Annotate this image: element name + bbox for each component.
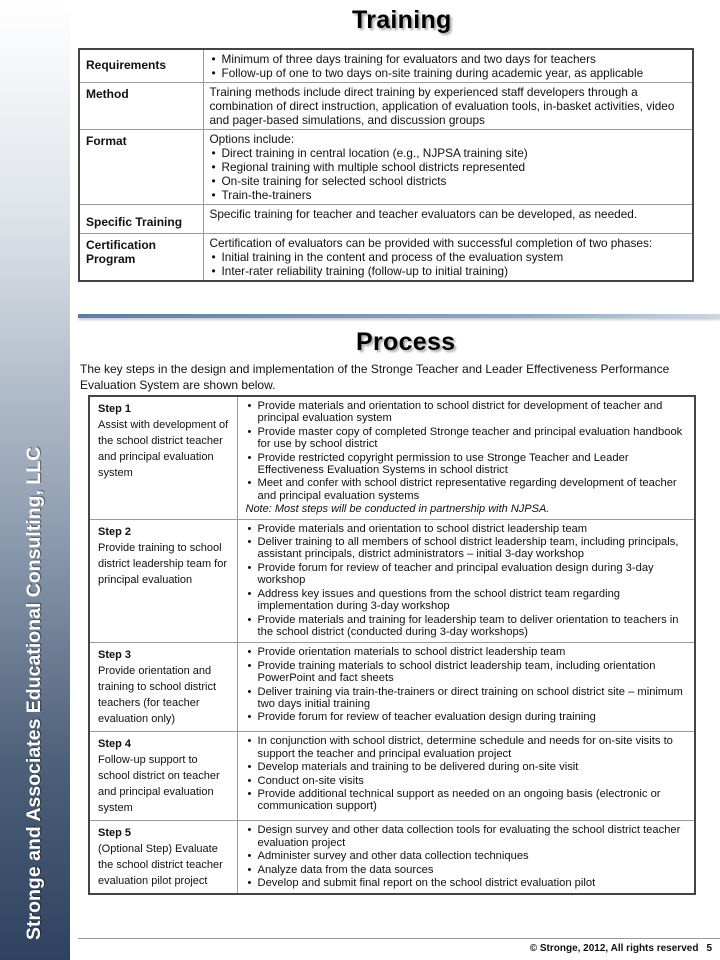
step-description: Provide training to school district leadership team for principal evaluation xyxy=(98,541,227,586)
training-bullet: • Initial training in the content and process of the evaluation system xyxy=(210,250,687,264)
process-bullet: • Provide master copy of completed Stronge teacher and principal evaluation handbook for use by school district xyxy=(246,426,687,451)
process-step-cell xyxy=(89,643,237,732)
training-row-text: Training methods include direct training by experienced staff developers through a combination of direct instruction, application of evaluation tools, in-basket activities, video and pager-based simulations, and discussion groups xyxy=(209,85,675,127)
step-name: Step 1 xyxy=(98,403,132,415)
training-bullet: • On-site training for selected school districts xyxy=(210,174,687,188)
copyright: © Stronge, 2012, All rights reserved xyxy=(529,943,699,954)
training-row xyxy=(79,234,693,282)
training-row-label: Requirements xyxy=(79,49,203,83)
process-step-row xyxy=(89,396,695,519)
process-bullet-list xyxy=(246,523,687,639)
process-bullet-list xyxy=(246,824,687,889)
training-row-text: Specific training for teacher and teacher evaluators can be developed, as needed. xyxy=(209,207,638,221)
process-title: Process xyxy=(356,328,456,356)
process-step-row xyxy=(89,821,695,895)
step-description: (Optional Step) Evaluate the school district teacher evaluation pilot project xyxy=(98,843,223,888)
process-step-content xyxy=(237,396,695,519)
process-bullet: • Deliver training via train-the-trainers or direct training on school district site – minimum two days initial training xyxy=(246,686,687,711)
training-row-label: Method xyxy=(79,83,203,130)
process-bullet: • Provide orientation materials to school district leadership team xyxy=(246,646,687,658)
training-bullet: • Direct training in central location (e.g., NJPSA training site) xyxy=(210,146,687,160)
process-bullet-list xyxy=(246,735,687,812)
training-table xyxy=(78,48,694,282)
training-bullet-list xyxy=(210,52,687,80)
process-bullet-list xyxy=(246,400,687,502)
step-name: Step 4 xyxy=(98,738,132,751)
process-step-cell xyxy=(89,732,237,821)
process-bullet: • Provide materials and orientation to school district for development of teacher and principal evaluation system xyxy=(246,400,687,425)
process-bullet: • Deliver training to all members of school district leadership team, including principals, assistant principals, district administrators – initial 3-day workshop xyxy=(246,536,687,561)
training-bullet-list xyxy=(210,250,687,278)
training-bullet: • Train-the-trainers xyxy=(210,188,687,202)
process-step-row xyxy=(89,732,695,821)
process-bullet: • Provide materials and orientation to school district leadership team xyxy=(246,523,687,535)
training-row-label: Specific Training xyxy=(79,205,203,234)
training-row-content xyxy=(203,83,693,130)
process-bullet: • Provide training materials to school district leadership team, including orientation PowerPoint and fact sheets xyxy=(246,660,687,685)
process-bullet: • In conjunction with school district, determine schedule and needs for on-site visits to support the teacher and principal evaluation project xyxy=(246,735,687,760)
training-row xyxy=(79,83,693,130)
training-bullet: • Follow-up of one to two days on-site training during academic year, as applicable xyxy=(210,66,687,80)
process-bullet: • Develop and submit final report on the school district evaluation pilot xyxy=(246,877,687,889)
training-row-content xyxy=(203,49,693,83)
step-name: Step 2 xyxy=(98,525,132,538)
section-divider xyxy=(78,314,720,318)
step-name: Step 3 xyxy=(98,649,132,662)
process-step-content xyxy=(237,643,695,732)
process-bullet: • Design survey and other data collection tools for evaluating the school district teacher evaluation project xyxy=(246,824,687,849)
process-bullet: • Develop materials and training to be delivered during on-site visit xyxy=(246,761,687,773)
process-bullet: • Meet and confer with school district representative regarding development of teacher and principal evaluation systems xyxy=(246,477,687,502)
process-step-cell xyxy=(89,519,237,643)
process-bullet: • Provide forum for review of teacher and principal evaluation design during 3-day workshop xyxy=(246,562,687,587)
training-row-text: Certification of evaluators can be provided with successful completion of two phases: xyxy=(209,236,653,250)
training-row xyxy=(79,49,693,83)
training-title: Training xyxy=(352,6,452,34)
training-row-content xyxy=(203,205,693,234)
process-step-row xyxy=(89,643,695,732)
footer-rule xyxy=(78,938,720,939)
step-description: Follow-up support to school district on teacher and principal evaluation system xyxy=(98,754,220,815)
process-table xyxy=(88,395,696,895)
process-bullet: • Provide materials and training for leadership team to deliver orientation to teachers in the school district (conducted during 3-day workshops) xyxy=(246,614,687,639)
process-bullet-list xyxy=(246,646,687,723)
training-row-text: Options include: xyxy=(209,132,295,146)
process-step-content xyxy=(237,821,695,895)
training-row-content xyxy=(203,130,693,205)
training-bullet: • Regional training with multiple school districts represented xyxy=(210,160,687,174)
process-step-cell xyxy=(89,396,237,519)
process-bullet: • Administer survey and other data collection techniques xyxy=(246,850,687,862)
process-bullet: • Conduct on-site visits xyxy=(246,775,687,787)
training-bullet: • Minimum of three days training for evaluators and two days for teachers xyxy=(210,52,687,66)
training-bullet: • Inter-rater reliability training (follow-up to initial training) xyxy=(210,264,687,278)
process-bullet: • Analyze data from the data sources xyxy=(246,864,687,876)
step-description: Provide orientation and training to school district teachers (for teacher evaluation only) xyxy=(98,665,216,726)
process-bullet: • Provide additional technical support as needed on an ongoing basis (electronic or communication support) xyxy=(246,788,687,813)
training-row-label: Format xyxy=(79,130,203,205)
process-step-content xyxy=(237,732,695,821)
sidebar xyxy=(0,0,70,960)
training-row xyxy=(79,130,693,205)
step-description: Assist with development of the school district teacher and principal evaluation system xyxy=(98,419,229,479)
step-name: Step 5 xyxy=(98,827,132,840)
process-bullet: • Address key issues and questions from the school district team regarding implementation during 3-day workshop xyxy=(246,588,687,613)
training-row xyxy=(79,205,693,234)
process-step-row xyxy=(89,519,695,643)
training-row-content xyxy=(203,234,693,282)
sidebar-company-name: Stronge and Associates Educational Consulting, LLC xyxy=(23,446,45,940)
process-note: Note: Most steps will be conducted in partnership with NJPSA. xyxy=(245,503,550,516)
process-bullet: • Provide restricted copyright permission to use Stronge Teacher and Leader Effectiveness Evaluation Systems in school district xyxy=(246,452,687,477)
process-step-cell xyxy=(89,821,237,895)
training-row-label: Certification Program xyxy=(79,234,203,282)
process-step-content xyxy=(237,519,695,643)
process-intro: The key steps in the design and implementation of the Stronge Teacher and Leader Effectiveness Performance Evaluation System are shown below. xyxy=(80,362,670,392)
process-bullet: • Provide forum for review of teacher evaluation design during training xyxy=(246,711,687,723)
page-number: 5 xyxy=(706,943,712,954)
training-bullet-list xyxy=(210,146,687,202)
footer xyxy=(530,943,712,954)
